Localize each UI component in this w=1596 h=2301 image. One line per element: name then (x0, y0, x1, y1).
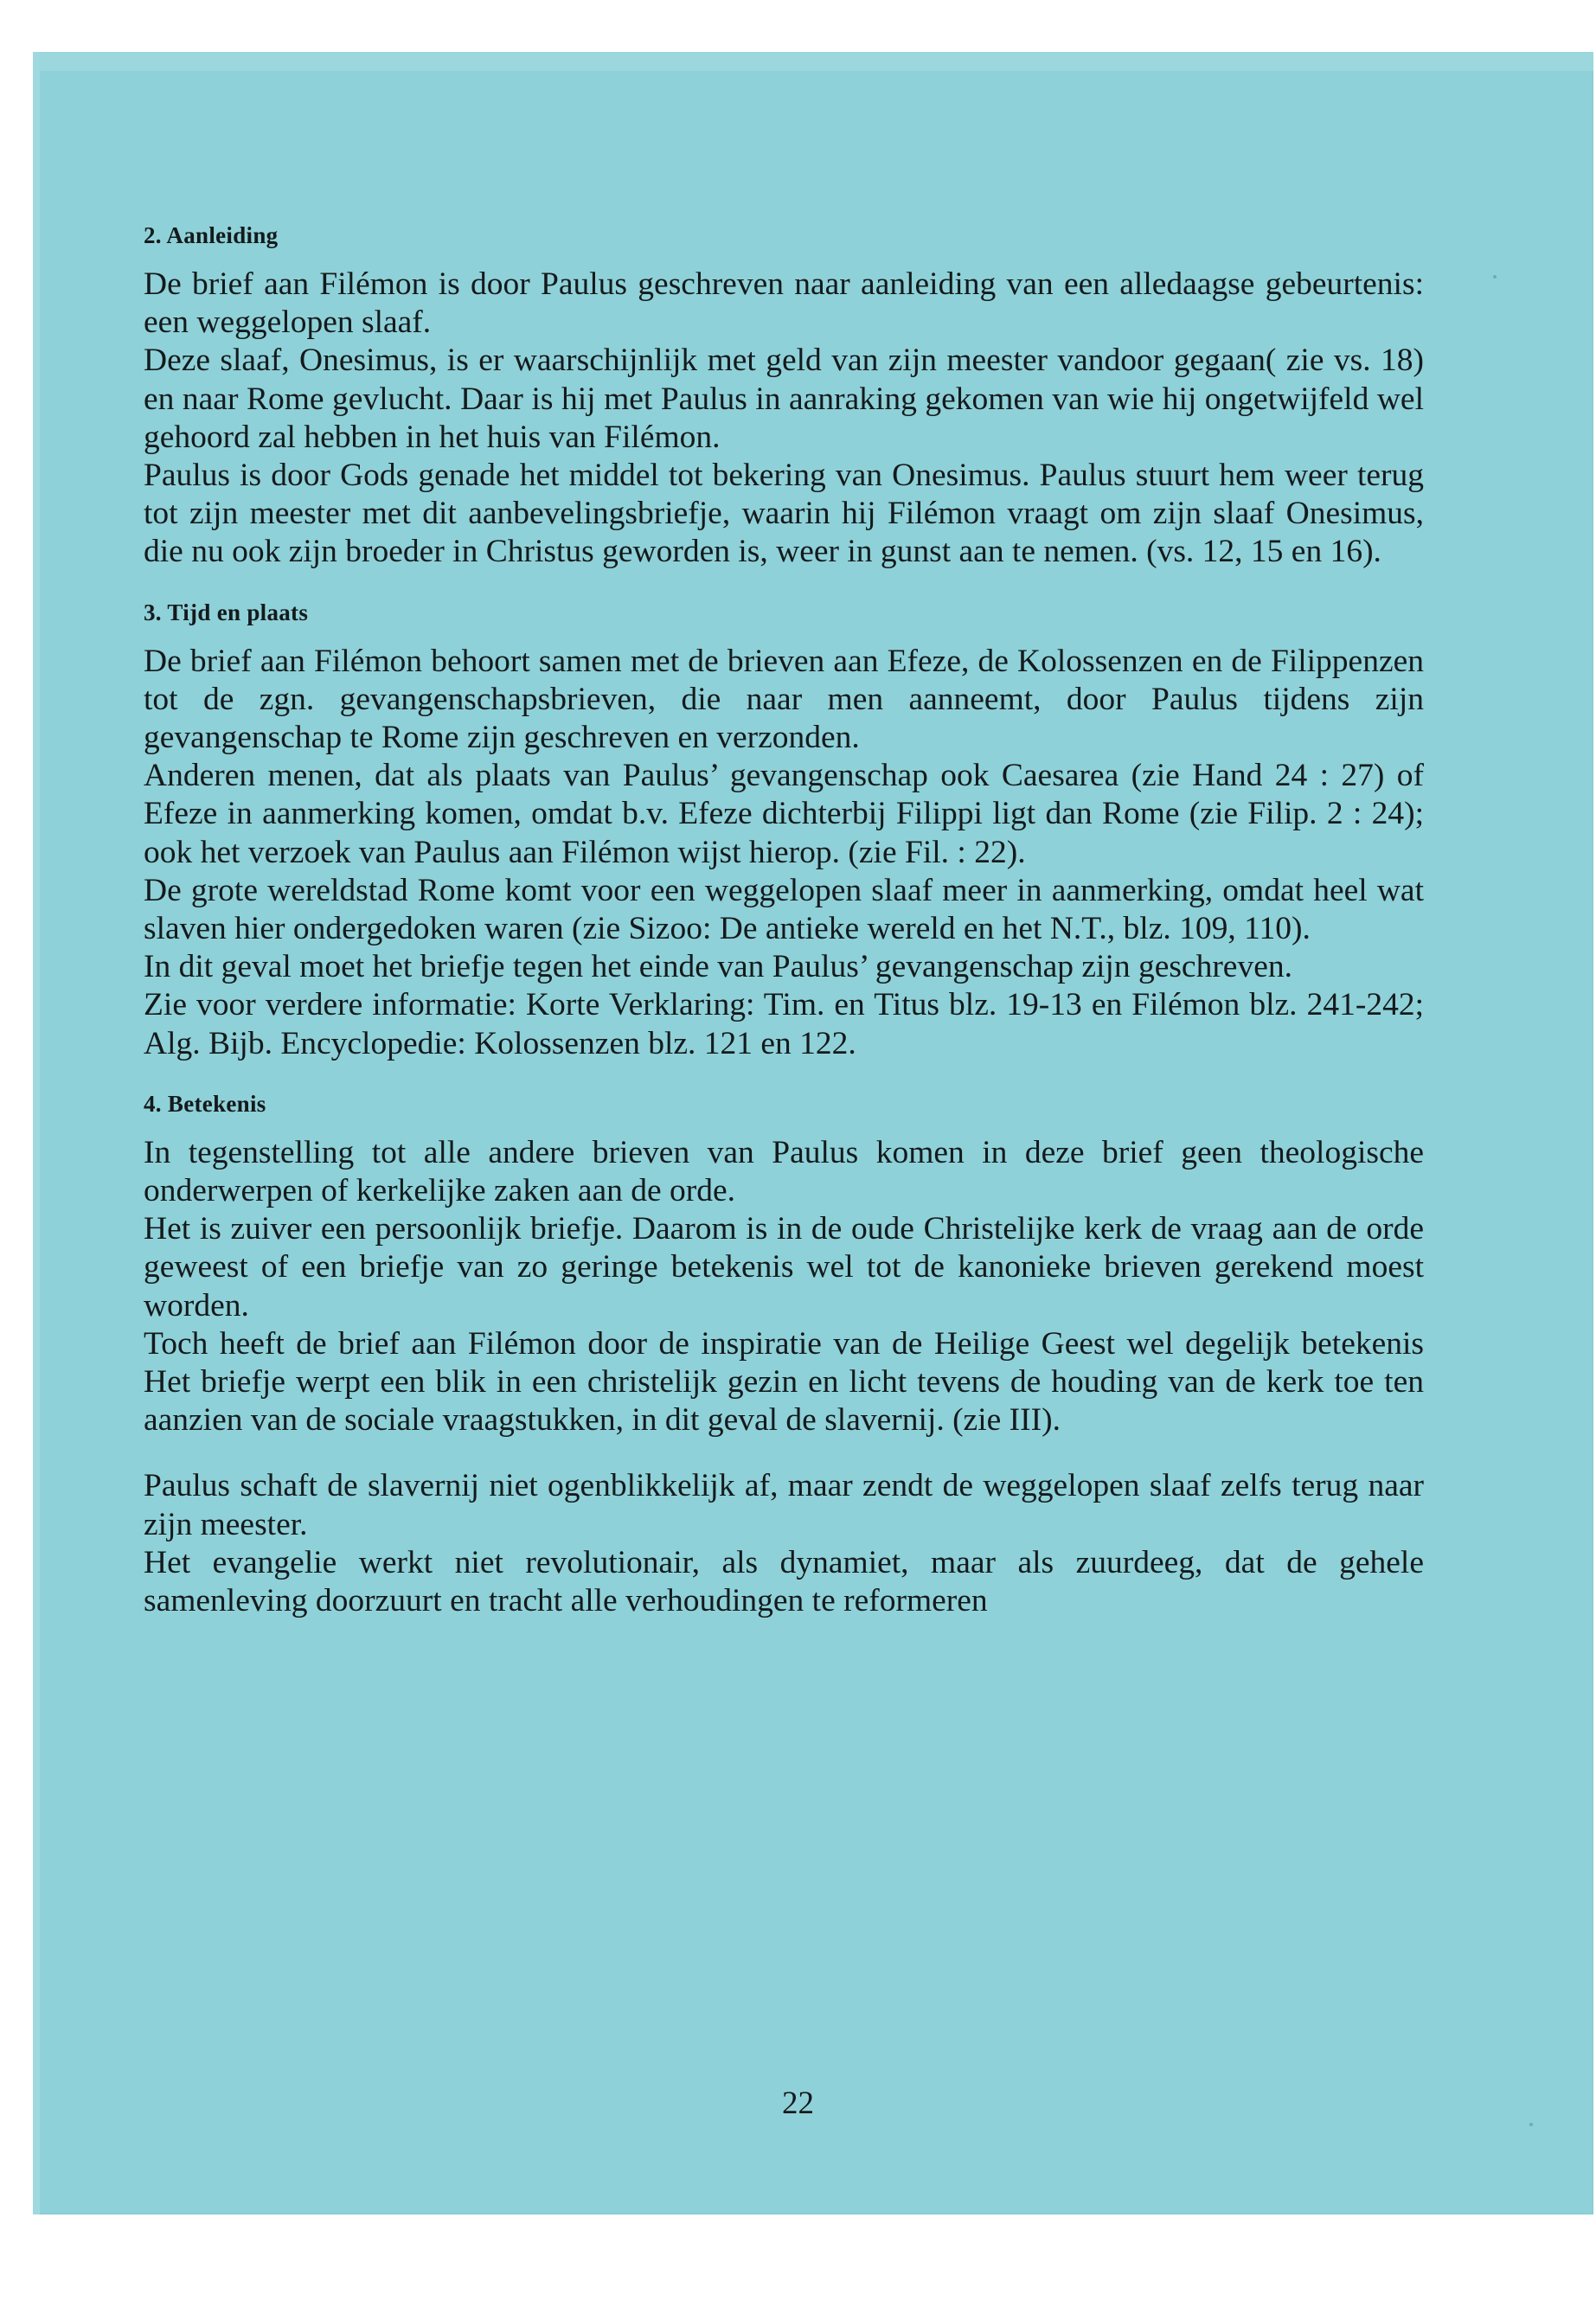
paragraph: De grote wereldstad Rome komt voor een weggelopen slaaf meer in aanmerking, omdat heel wat slaven hier ondergedoken waren (zie Sizoo: De antieke wereld en het N.T., blz. 109, 110). (144, 872, 1424, 947)
section-heading: 3. Tijd en plaats (144, 599, 309, 625)
paragraph: In dit geval moet het briefje tegen het einde van Paulus’ gevangenschap zijn geschreven. (144, 949, 1292, 985)
section-heading: 4. Betekenis (144, 1090, 266, 1117)
paragraph: Het is zuiver een persoonlijk briefje. Daarom is in de oude Christelijke kerk de vraag aan de orde geweest of een briefje van zo geringe betekenis wel tot de kanonieke brieven gerekend moest worden. (144, 1211, 1424, 1324)
section-betekenis (144, 1089, 1424, 1620)
paragraph: Toch heeft de brief aan Filémon door de inspiratie van de Heilige Geest wel degelijk betekenis Het briefje werpt een blik in een christelijk gezin en licht tevens de houding van de kerk toe ten aanzien van de sociale vraagstukken, in dit geval de slavernij. (zie III). (144, 1325, 1424, 1439)
scan-speck (1493, 275, 1497, 279)
paragraph: Paulus is door Gods genade het middel tot bekering van Onesimus. Paulus stuurt hem weer terug tot zijn meester met dit aanbevelingsbriefje, waarin hij Filémon vraagt om zijn slaaf Onesimus, die nu ook zijn broeder in Christus geworden is, weer in gunst aan te nemen. (vs. 12, 15 en 16). (144, 458, 1424, 570)
section-aanleiding (144, 221, 1424, 572)
section-heading: 2. Aanleiding (144, 222, 279, 248)
section-tijd-en-plaats (144, 598, 1424, 1063)
paragraph: Het evangelie werkt niet revolutionair, als dynamiet, maar als zuurdeeg, dat de gehele samenleving doorzuurt en tracht alle verhoudingen te reformeren (144, 1544, 1424, 1619)
paragraph: Zie voor verdere informatie: Korte Verklaring: Tim. en Titus blz. 19-13 en Filémon blz. 241-242; Alg. Bijb. Encyclopedie: Kolossenzen blz. 121 en 122. (144, 987, 1424, 1061)
text-block (144, 221, 1424, 1620)
page-number: 22 (782, 2086, 814, 2121)
paragraph: Deze slaaf, Onesimus, is er waarschijnlijk met geld van zijn meester vandoor gegaan( zie vs. 18) en naar Rome gevlucht. Daar is hij met Paulus in aanraking gekomen van wie hij ongetwijfeld wel gehoord zal hebben in het huis van Filémon. (144, 343, 1424, 455)
scan-speck (1529, 2123, 1533, 2126)
paragraph: De brief aan Filémon behoort samen met de brieven aan Efeze, de Kolossenzen en de Filippenzen tot de zgn. gevangenschapsbrieven, die naar men aanneemt, door Paulus tijdens zijn gevangenschap te Rome zijn geschreven en verzonden. (144, 643, 1424, 756)
paragraph: In tegenstelling tot alle andere brieven van Paulus komen in deze brief geen theologische onderwerpen of kerkelijke zaken aan de orde. (144, 1134, 1424, 1209)
paragraph: Paulus schaft de slavernij niet ogenblikkelijk af, maar zendt de weggelopen slaaf zelfs terug naar zijn meester. (144, 1468, 1424, 1542)
paragraph: Anderen menen, dat als plaats van Paulus’ gevangenschap ook Caesarea (zie Hand 24 : 27) of Efeze in aanmerking komen, omdat b.v. Efeze dichterbij Filippi ligt dan Rome (zie Filip. 2 : 24); ook het verzoek van Paulus aan Filémon wijst hierop. (zie Fil. : 22). (144, 758, 1424, 870)
paragraph: De brief aan Filémon is door Paulus geschreven naar aanleiding van een alledaagse gebeurtenis: een weggelopen slaaf. (144, 266, 1424, 341)
